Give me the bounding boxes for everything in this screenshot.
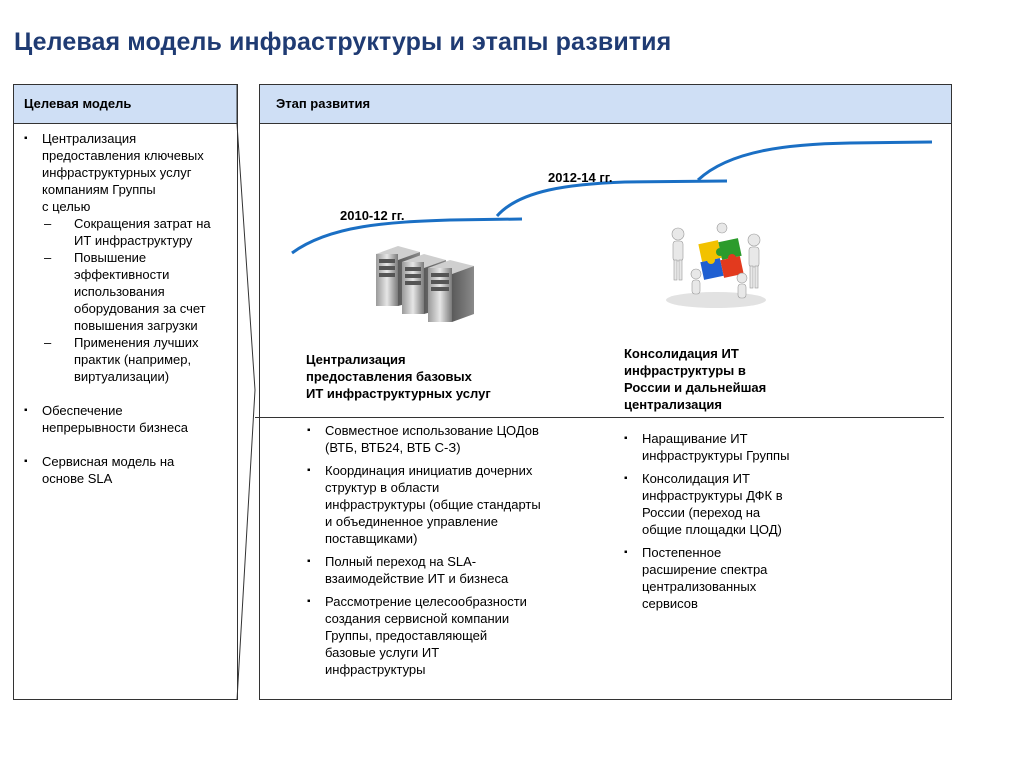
text-line: Централизация	[306, 352, 406, 367]
target-sub-best-practices: – Применения лучших практик (например, виртуализации)	[24, 334, 239, 385]
text-line: эффективности	[74, 267, 170, 282]
list-item: ▪ Консолидация ИТ инфраструктуры ДФК в России (переход на общие площадки ЦОД)	[624, 470, 864, 538]
list-item: ▪ Координация инициатив дочерних структур в области инфраструктуры (общие стандарты и объединенное управление поставщиками)	[307, 462, 597, 547]
text-line: виртуализации)	[74, 369, 170, 384]
text-line: использования	[74, 284, 165, 299]
text-line: с целью	[42, 199, 91, 214]
target-sub-efficiency: – Повышение эффективности использования оборудования за счет повышения загрузки	[24, 249, 239, 334]
text-line: непрерывности бизнеса	[42, 420, 188, 435]
text-line: Сокращения затрат на	[74, 216, 211, 231]
list-item: ▪ Наращивание ИТ инфраструктуры Группы	[624, 430, 864, 464]
target-model-header-label: Целевая модель	[24, 96, 132, 111]
text-line: инфраструктуры в	[624, 363, 746, 378]
target-sub-cost: – Сокращения затрат на ИТ инфраструктуру	[24, 215, 239, 249]
text-line: централизация	[624, 397, 722, 412]
stage1-label: 2010-12 гг.	[340, 208, 405, 223]
list-item: ▪ Совместное использование ЦОДов (ВТБ, ВТБ24, ВТБ С-З)	[307, 422, 597, 456]
section-divider	[255, 417, 944, 418]
text-line: ИТ инфраструктуру	[74, 233, 193, 248]
page-title: Целевая модель инфраструктуры и этапы развития	[14, 28, 672, 56]
development-stage-header-label: Этап развития	[276, 96, 371, 111]
text-line: повышения загрузки	[74, 318, 198, 333]
text-line: ▪ Сервисная модель на	[42, 454, 175, 469]
stage2-curve	[497, 181, 727, 216]
text-line: основе SLA	[42, 471, 113, 486]
text-line: Повышение	[74, 250, 147, 265]
puzzle-team-icon	[656, 212, 776, 312]
text-line: ИТ инфраструктурных услуг	[306, 386, 491, 401]
stage2-list	[624, 430, 864, 618]
stage3-curve	[698, 142, 932, 180]
list-item: ▪ Рассмотрение целесообразности создания сервисной компании Группы, предоставляющей базовые услуги ИТ инфраструктуры	[307, 593, 597, 678]
text-line: России и дальнейшая	[624, 380, 767, 395]
text-line: компаниям Группы	[42, 182, 156, 197]
text-line: Консолидация ИТ	[624, 346, 739, 361]
stage2-heading	[624, 345, 766, 413]
text-line: инфраструктурных услуг	[42, 165, 192, 180]
text-line: ▪ Централизация	[42, 131, 137, 146]
server-towers-icon	[370, 244, 480, 324]
list-item: ▪ Полный переход на SLA- взаимодействие ИТ и бизнеса	[307, 553, 597, 587]
text-line: оборудования за счет	[74, 301, 206, 316]
text-line: предоставления ключевых	[42, 148, 204, 163]
stage1-list	[307, 422, 597, 684]
text-line: предоставления базовых	[306, 369, 472, 384]
list-item: ▪ Постепенное расширение спектра централизованных сервисов	[624, 544, 864, 612]
stage1-heading	[306, 351, 491, 402]
stage2-label: 2012-14 гг.	[548, 170, 613, 185]
text-line: ▪ Обеспечение	[42, 403, 123, 418]
text-line: практик (например,	[74, 352, 192, 367]
text-line: Применения лучших	[74, 335, 199, 350]
